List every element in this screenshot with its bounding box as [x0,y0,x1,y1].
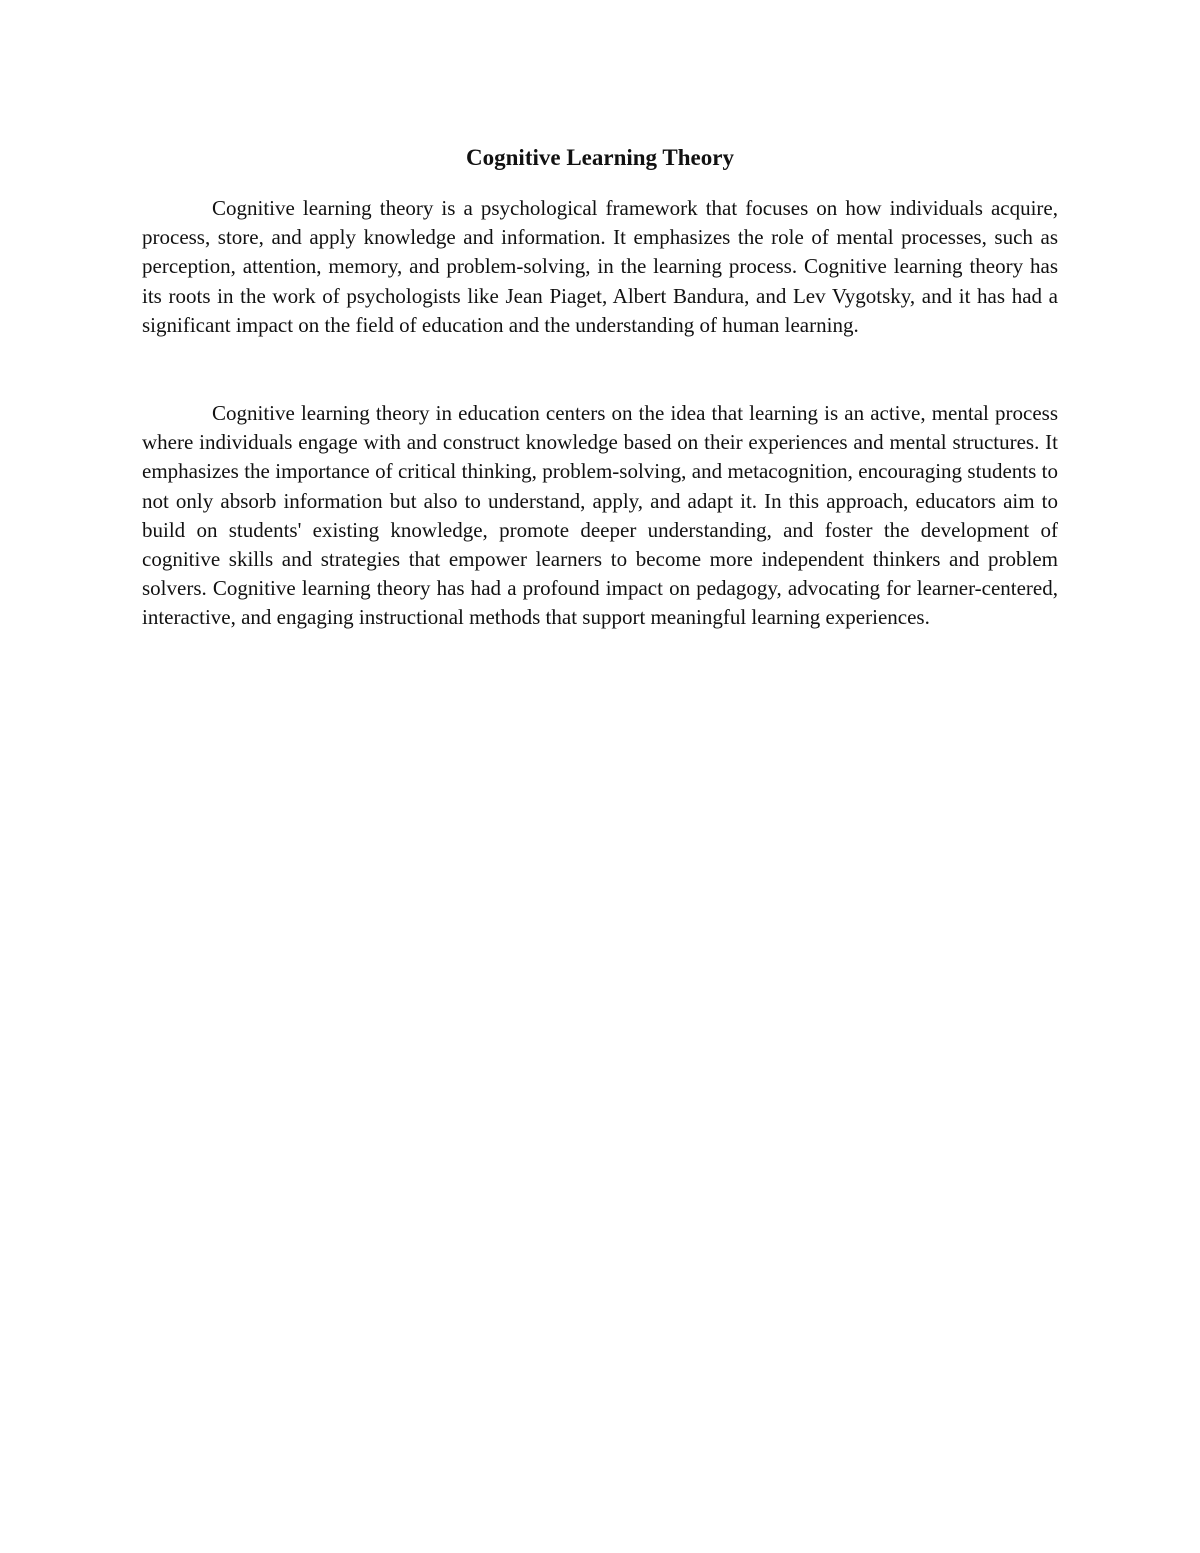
document-title: Cognitive Learning Theory [466,145,734,170]
paragraph-2: Cognitive learning theory in education centers on the idea that learning is an active, mental process where individuals engage with and construct knowledge based on their experiences and mental structures. It emphasizes the importance of critical thinking, problem-solving, and metacognition, encouraging students to not only absorb information but also to understand, apply, and adapt it. In this approach, educators aim to build on students' existing knowledge, promote deeper understanding, and foster the development of cognitive skills and strategies that empower learners to become more independent thinkers and problem solvers. Cognitive learning theory has had a profound impact on pedagogy, advocating for learner-centered, interactive, and engaging instructional methods that support meaningful learning experiences. [142,401,1058,630]
document-body [142,140,1058,633]
paragraph-1: Cognitive learning theory is a psychological framework that focuses on how individuals acquire, process, store, and apply knowledge and information. It emphasizes the role of mental processes, such as perception, attention, memory, and problem-solving, in the learning process. Cognitive learning theory has its roots in the work of psychologists like Jean Piaget, Albert Bandura, and Lev Vygotsky, and it has had a significant impact on the field of education and the understanding of human learning. [142,196,1058,337]
